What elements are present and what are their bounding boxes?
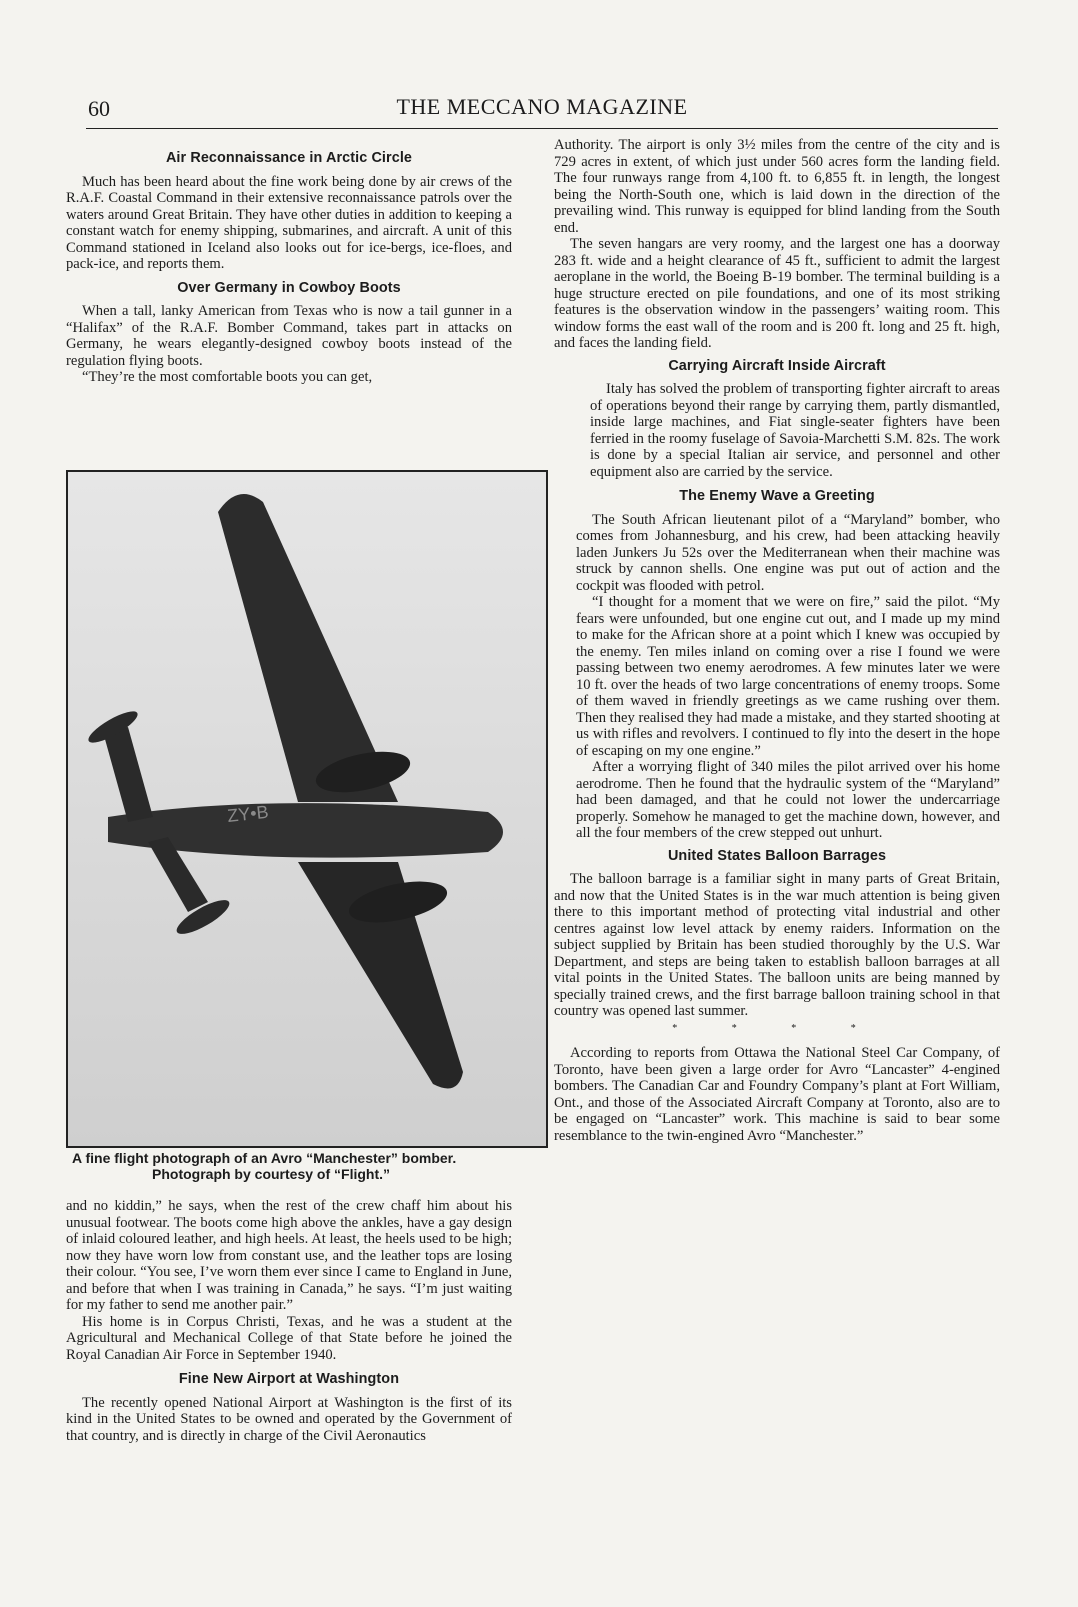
heading-washington-airport: Fine New Airport at Washington: [178, 1371, 400, 1387]
paragraph: and no kiddin,” he says, when the rest of the crew chaff him about his unusual footwear. The boots come high above the ankles, have a gay design of inlaid coloured leather, and high heels. At least, the heels used to be high; now they have worn low from constant use, and the leather tops are losing their colour. “You see, I’ve worn them ever since I came to England in June, and before that when I was training in Canada,” he says. “I’m just waiting for my father to send me another pair.”: [66, 1198, 512, 1313]
paragraph: When a tall, lanky American from Texas who is now a tail gunner in a “Halifax” of the R.A.F. Bomber Command, takes part in attacks on Germany, he wears elegantly-designed cowboy boots instead of the regulation flying boots.: [66, 303, 512, 369]
paragraph: “I thought for a moment that we were on fire,” said the pilot. “My fears were unfounded, but one engine cut out, and I made up my mind to make for the African shore at a point which I knew was occupied by the enemy. Ten miles inland on coming over a rise I found we were passing between two enemy aerodromes. A few minutes later we were 10 ft. over the heads of two large concentrations of enemy troops. Some of them waved in friendly greetings as we came rushing over them. Then they realised they had made a mistake, and they started shooting at us with rifles and revolvers. I continued to fly into the desert in the hope of escaping on my one engine.”: [576, 594, 1000, 759]
heading-air-reconnaissance: Air Reconnaissance in Arctic Circle: [165, 150, 413, 166]
heading-carrying-aircraft: Carrying Aircraft Inside Aircraft: [668, 357, 886, 374]
paragraph: After a worrying flight of 340 miles the pilot arrived over his home aerodrome. Then he found that the hydraulic system of the “Maryland” had been damaged, and that he could not lower the undercarriage properly. Somehow he managed to get the machine down, however, and all the four members of the crew stepped out unhurt.: [576, 759, 1000, 841]
heading-enemy-wave: The Enemy Wave a Greeting: [679, 488, 875, 504]
paragraph: According to reports from Ottawa the National Steel Car Company, of Toronto, have been given a large order for Avro “Lancaster” 4-engined bombers. The Canadian Car and Foundry Company’s plant at Fort William, Ont., and those of the Associated Aircraft Company at Toronto, also are to be engaged on “Lancaster” work. This machine is said to bear some resemblance to the twin-engined Avro “Manchester.”: [554, 1045, 1000, 1144]
left-column-bottom: [66, 1198, 512, 1444]
paragraph: The South African lieutenant pilot of a “Maryland” bomber, who comes from Johannesburg, and his crew, had been attacking heavily laden Junkers Ju 52s over the Mediterranean when their machine was struck by cannon shells. One engine was put out of action and the cockpit was flooded with petrol.: [576, 511, 1000, 594]
page-number: 60: [88, 96, 110, 121]
paragraph: His home is in Corpus Christi, Texas, and he was a student at the Agricultural and Mechanical College of that State before he joined the Royal Canadian Air Force in September 1940.: [66, 1313, 512, 1363]
bomber-photograph: [66, 470, 548, 1148]
right-column: [554, 137, 1000, 1144]
left-column-top: [66, 150, 512, 386]
paragraph: Authority. The airport is only 3½ miles from the centre of the city and is 729 acres in extent, of which just under 560 acres form the landing field. The four runways range from 4,100 ft. to 6,855 ft. in length, the longest being the North-South one, which is laid down in the direction of the prevailing wind. This runway is equipped for blind landing from the South end.: [554, 137, 1000, 236]
photo-caption: [72, 1150, 572, 1182]
heading-balloon-barrages: United States Balloon Barrages: [667, 847, 887, 864]
svg-text:ZY•B: ZY•B: [226, 801, 270, 826]
paragraph: Much has been heard about the fine work being done by air crews of the R.A.F. Coastal Command in their extensive reconnaissance patrols over the waters around Great Britain. They have other duties in addition to keeping a constant watch for enemy shipping, submarines, and aircraft. A unit of this Command stationed in Iceland also looks out for ice-bergs, ice-floes, and pack-ice, and reports them.: [66, 173, 512, 272]
page-header: [86, 94, 998, 129]
paragraph: Italy has solved the problem of transporting fighter aircraft to areas of operations beyond their range by carrying them, partly dismantled, inside large machines, and Fiat single-seater fighters have been ferried in the roomy fuselage of Savoia-Marchetti S.M. 82s. The work is done by a special Italian air service, and personnel and other equipment also are carried by the service.: [590, 381, 1000, 480]
paragraph: The balloon barrage is a familiar sight in many parts of Great Britain, and now that the United States is in the war much attention is being given there to this important method of protecting vital industrial and other centres against low level attack by enemy raiders. Information on the subject supplied by Britain has been studied thoroughly by the U.S. War Department, and steps are being taken to establish balloon barrages at all vital points in the United States. The balloon units are being manned by specially trained crews, and the first barrage balloon training school in that country was opened last summer.: [554, 871, 1000, 1019]
heading-cowboy-boots: Over Germany in Cowboy Boots: [177, 279, 401, 296]
paragraph: The recently opened National Airport at Washington is the first of its kind in the United States to be owned and operated by the Government of that country, and is directly in charge of the Civil Aeronautics: [66, 1394, 512, 1444]
caption-line-2: Photograph by courtesy of “Flight.”: [152, 1166, 390, 1182]
paragraph: The seven hangars are very roomy, and the largest one has a doorway 283 ft. wide and a height clearance of 45 ft., sufficient to admit the largest aeroplane in the world, the Boeing B-19 bomber. The terminal building is a huge structure erected on pile foundations, and one of its most striking features is the observation window in the passengers’ waiting room. This window forms the east wall of the room and is 200 ft. long and 25 ft. high, and faces the landing field.: [554, 236, 1000, 351]
caption-line-1: A fine flight photograph of an Avro “Manchester” bomber.: [72, 1150, 457, 1166]
section-separator: * * * *: [672, 1022, 882, 1034]
paragraph: “They’re the most comfortable boots you can get,: [82, 369, 373, 385]
magazine-title: THE MECCANO MAGAZINE: [396, 94, 688, 119]
